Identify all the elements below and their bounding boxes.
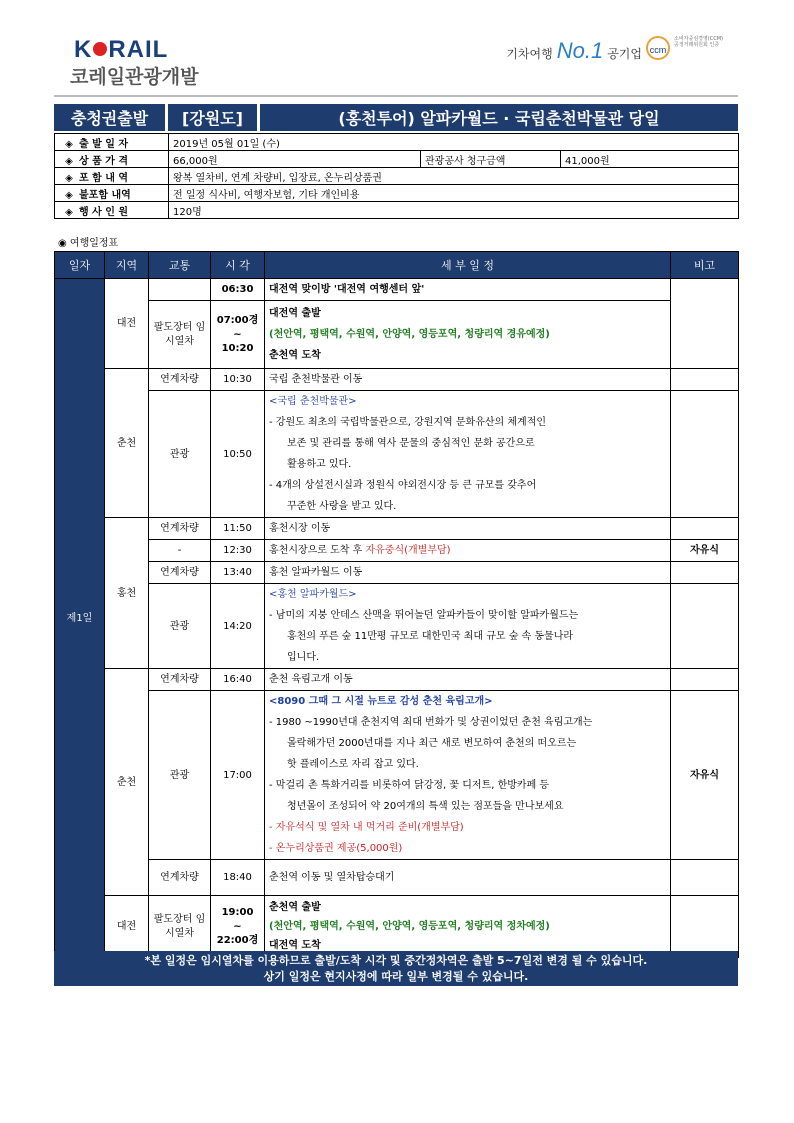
note-cell [671, 391, 739, 518]
header-divider [54, 95, 738, 97]
transport-cell: 연계차량 [149, 369, 211, 391]
col-note: 비고 [671, 252, 739, 279]
note-cell [671, 669, 739, 691]
ccm-icon: ccm [646, 36, 670, 60]
footer-line-1: *본 일정은 임시열차를 이용하므로 출발/도착 시각 및 중간정차역은 출발 5~7일전 변경 될 수 있습니다. [144, 954, 648, 967]
note-cell [671, 584, 739, 669]
col-region: 지역 [105, 252, 149, 279]
detail-cell: 춘천역 출발 (천안역, 평택역, 수원역, 안양역, 영등포역, 청량리역 정차예정) 대전역 도착 [265, 896, 671, 958]
detail-cell: 춘천역 이동 및 열차탑승대기 [265, 860, 671, 896]
note-cell [671, 518, 739, 540]
table-row [55, 279, 739, 301]
slogan: 기차여행 No.1 공기업 [506, 38, 642, 63]
col-transport: 교통 [149, 252, 211, 279]
table-row [55, 301, 739, 369]
time-cell: 14:20 [211, 584, 265, 669]
info-table [54, 133, 739, 219]
transport-cell: 관광 [149, 391, 211, 518]
table-row [55, 518, 739, 540]
table-row [55, 896, 739, 958]
people-value: 120명 [169, 202, 739, 219]
price-value: 66,000원 [169, 151, 421, 168]
transport-cell: 팔도장터 임시열차 [149, 301, 211, 369]
region-cell: 춘천 [105, 669, 149, 896]
col-day: 일자 [55, 252, 105, 279]
detail-cell: 홍천 알파카월드 이동 [265, 562, 671, 584]
korail-logo: K RAIL [74, 36, 169, 63]
claim-label: 관광공사 청구금액 [421, 151, 561, 168]
included-label: ◈ 포 함 내 역 [55, 168, 169, 185]
transport-cell: 관광 [149, 691, 211, 860]
day-cell: 제1일 [55, 279, 105, 958]
time-cell: 17:00 [211, 691, 265, 860]
region-cell: 춘천 [105, 369, 149, 518]
note-cell [671, 562, 739, 584]
note-cell [671, 860, 739, 896]
note-cell: 자유식 [671, 540, 739, 562]
detail-cell: <8090 그때 그 시절 뉴트로 감성 춘천 육림고개> - 1980 ~1990년대 춘천지역 최대 번화가 및 상권이었던 춘천 육림고개는 몰락해가던 2000년대를 지나 최근 새로 변모하여 춘천의 떠오르는 핫 플레이스로 자리 잡고 있다. - 막걸리 촌 특화거리를 비롯하여 닭강정, 꽃 디저트, 한방카페 등 청년몰이 조성되어 약 20여개의 특색 있는 점포들을 만나보세요 - 자유석식 및 열차 내 먹거리 준비(개별부담) - 온누리상품권 제공(5,000원) [265, 691, 671, 860]
title-bar [54, 104, 738, 131]
region-cell: 대전 [105, 279, 149, 369]
footer-notice [54, 951, 738, 986]
transport-cell: - [149, 540, 211, 562]
time-cell: 18:40 [211, 860, 265, 896]
time-cell: 10:50 [211, 391, 265, 518]
title-region: 충청권출발 [54, 104, 168, 131]
date-label: ◈ 출 발 일 자 [55, 134, 169, 151]
region-cell: 홍천 [105, 518, 149, 669]
time-cell: 10:30 [211, 369, 265, 391]
detail-cell: 홍천시장으로 도착 후 자유중식(개별부담) [265, 540, 671, 562]
footer-line-2: 상기 일정은 현지사정에 따라 일부 변경될 수 있습니다. [263, 970, 529, 983]
table-row [55, 691, 739, 860]
table-row [55, 562, 739, 584]
detail-cell: 홍천시장 이동 [265, 518, 671, 540]
col-time: 시 각 [211, 252, 265, 279]
time-cell: 12:30 [211, 540, 265, 562]
table-row [55, 584, 739, 669]
excluded-label: ◈ 불포함 내역 [55, 185, 169, 202]
company-name: 코레일관광개발 [70, 66, 199, 88]
note-cell [671, 369, 739, 391]
note-cell [671, 896, 739, 958]
note-cell: 자유식 [671, 691, 739, 860]
detail-cell: 대전역 출발 (천안역, 평택역, 수원역, 안양역, 영등포역, 청량리역 경유예정) 춘천역 도착 [265, 301, 671, 369]
logo-dot-icon [93, 42, 107, 56]
table-row [55, 669, 739, 691]
time-cell: 13:40 [211, 562, 265, 584]
detail-cell: 대전역 맞이방 '대전역 여행센터 앞' [265, 279, 671, 301]
detail-cell: 국립 춘천박물관 이동 [265, 369, 671, 391]
page-header [54, 28, 738, 88]
detail-cell: 춘천 육림고개 이동 [265, 669, 671, 691]
detail-cell: <홍천 알파카월드> - 남미의 지붕 안데스 산맥을 뛰어놀던 알파카들이 맞이할 알파카월드는 홍천의 푸른 숲 11만평 규모로 대한민국 최대 규모 숲 속 동물나라 입니다. [265, 584, 671, 669]
transport-cell: 관광 [149, 584, 211, 669]
transport-cell: 연계차량 [149, 669, 211, 691]
time-cell: 16:40 [211, 669, 265, 691]
table-row [55, 369, 739, 391]
table-row [55, 860, 739, 896]
schedule-header [55, 252, 739, 279]
price-label: ◈ 상 품 가 격 [55, 151, 169, 168]
transport-cell: 연계차량 [149, 518, 211, 540]
included-value: 왕복 열차비, 연계 차량비, 입장료, 온누리상품권 [169, 168, 739, 185]
table-row [55, 391, 739, 518]
transport-cell: 연계차량 [149, 562, 211, 584]
ccm-badge [646, 34, 728, 62]
date-value: 2019년 05월 01일 (수) [169, 134, 739, 151]
claim-value: 41,000원 [561, 151, 739, 168]
people-label: ◈ 행 사 인 원 [55, 202, 169, 219]
title-name: (홍천투어) 알파카월드 · 국립춘천박물관 당일 [260, 104, 738, 131]
time-cell: 07:00경 ~ 10:20 [211, 301, 265, 369]
time-cell: 06:30 [211, 279, 265, 301]
excluded-value: 전 일정 식사비, 여행자보험, 기타 개인비용 [169, 185, 739, 202]
transport-cell: 연계차량 [149, 860, 211, 896]
col-detail: 세 부 일 정 [265, 252, 671, 279]
schedule-table [54, 251, 739, 958]
time-cell: 11:50 [211, 518, 265, 540]
section-title: ◉ 여행일정표 [58, 238, 119, 249]
ccm-text: 소비자중심경영(CCM) 공정거래위원회 인증 [674, 36, 724, 48]
note-cell [671, 279, 739, 369]
title-province: [강원도] [168, 104, 260, 131]
transport-cell: 팔도장터 임시열차 [149, 896, 211, 958]
time-cell: 19:00 ~ 22:00경 [211, 896, 265, 958]
detail-cell: <국립 춘천박물관> - 강원도 최초의 국립박물관으로, 강원지역 문화유산의 체계적인 보존 및 관리를 통해 역사 문물의 중심적인 문화 공간으로 활용하고 있다. - 4개의 상설전시실과 정원식 야외전시장 등 큰 규모를 갖추어 꾸준한 사랑을 받고 있다. [265, 391, 671, 518]
table-row [55, 540, 739, 562]
region-cell: 대전 [105, 896, 149, 958]
transport-cell [149, 279, 211, 301]
